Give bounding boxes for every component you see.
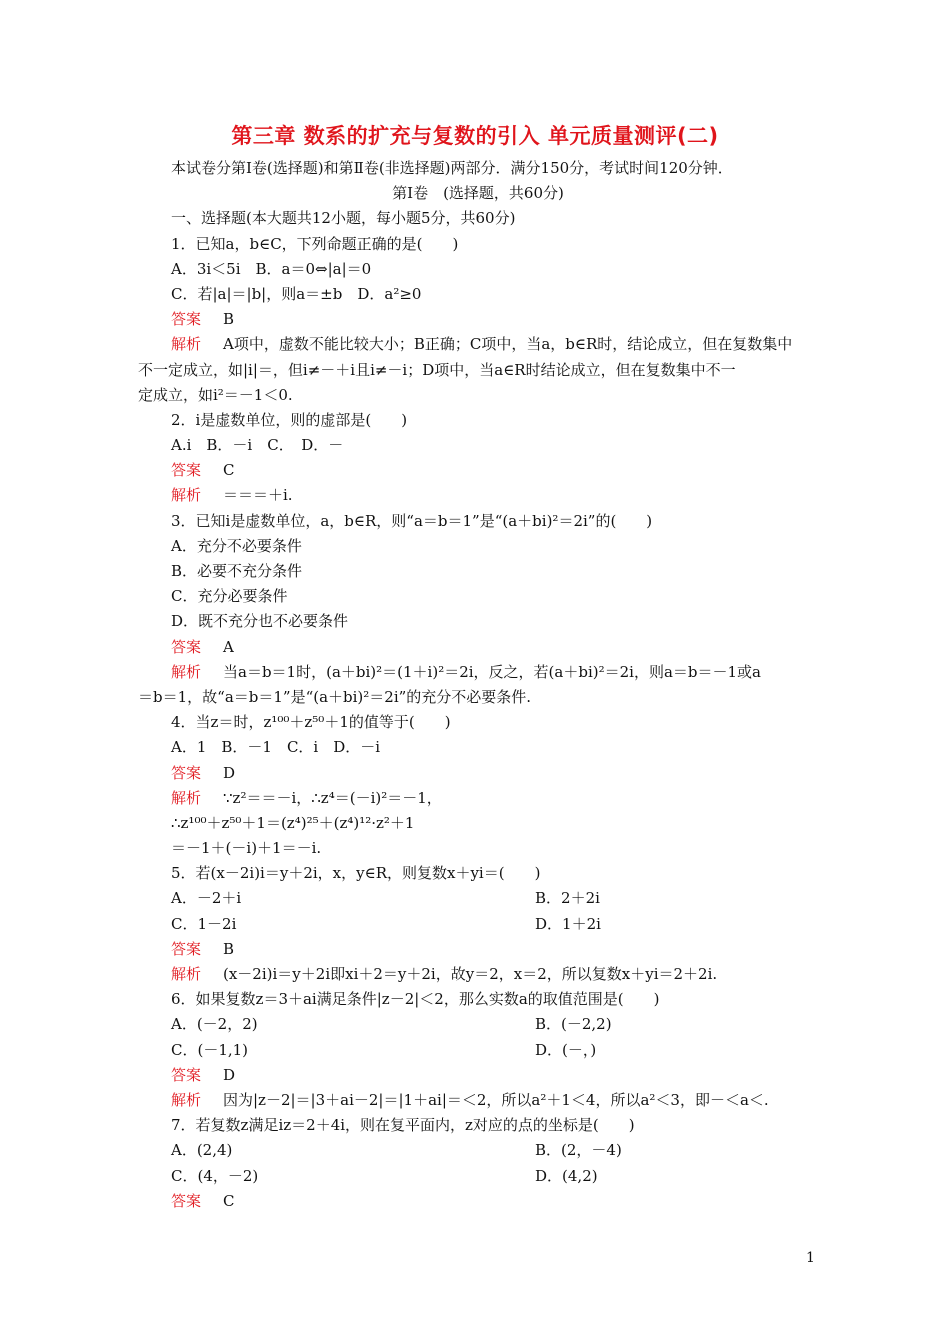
- answer-line: [138, 1063, 818, 1088]
- question-5-stem: 5．若(x－2i)i＝y＋2i，x，y∈R，则复数x＋yi＝( ): [171, 864, 541, 883]
- question-1-options: C．若|a|＝|b|，则a＝±b D．a²≥0: [171, 284, 422, 303]
- question-5-option-d: D．1＋2i: [535, 914, 601, 933]
- question-1-stem: 1．已知a，b∈C，下列命题正确的是( ): [171, 234, 459, 253]
- analysis-text: ＝b＝1，故“a＝b＝1”是“(a＋bi)²＝2i”的充分不必要条件.: [138, 687, 532, 706]
- analysis-line: [138, 660, 818, 685]
- question-2-options: A.i B．－i C． D．－: [171, 436, 344, 455]
- analysis-text: (x－2i)i＝y＋2i即xi＋2＝y＋2i，故y＝2，x＝2，所以复数x＋yi＝2＋2i.: [223, 965, 718, 983]
- answer-line: [138, 1189, 818, 1214]
- analysis-line: [138, 332, 818, 357]
- analysis-label: 解析: [171, 965, 202, 983]
- answer-label: 答案: [171, 310, 202, 329]
- answer-value: C: [223, 461, 235, 480]
- answer-label: 答案: [171, 763, 202, 782]
- answer-line: [138, 635, 818, 660]
- analysis-text: A项中，虚数不能比较大小；B正确；C项中，当a，b∈R时，结论成立，但在复数集中: [223, 335, 793, 354]
- answer-value: A: [223, 637, 234, 656]
- question-7-option-c: C．(4，－2): [171, 1166, 259, 1185]
- question-6-stem: 6．如果复数z＝3＋ai满足条件|z－2|＜2，那么实数a的取值范围是( ): [171, 990, 660, 1009]
- analysis-text: ∴z¹⁰⁰＋z⁵⁰＋1＝(z⁴)²⁵＋(z⁴)¹²·z²＋1: [171, 813, 415, 832]
- question-3-option-d: D．既不充分也不必要条件: [171, 612, 349, 631]
- analysis-label: 解析: [171, 486, 202, 505]
- analysis-line: [138, 1088, 818, 1113]
- question-6-option-d: D．(－，): [535, 1040, 597, 1059]
- question-3-option-a: A．充分不必要条件: [171, 536, 302, 555]
- answer-line: [138, 761, 818, 786]
- answer-label: 答案: [171, 1065, 202, 1084]
- analysis-text: ＝＝＝＋i.: [223, 486, 293, 505]
- answer-value: B: [223, 939, 235, 958]
- answer-line: [138, 307, 818, 332]
- answer-value: D: [223, 763, 236, 782]
- question-7-options-row: [138, 1164, 818, 1189]
- question-5-options-row: [138, 912, 818, 937]
- question-3-option-c: C．充分必要条件: [171, 587, 288, 606]
- question-6-option-b: B．(－2,2): [535, 1015, 612, 1034]
- analysis-label: 解析: [171, 788, 202, 807]
- question-5-option-a: A．－2＋i: [171, 889, 242, 908]
- analysis-label: 解析: [171, 335, 202, 354]
- answer-value: B: [223, 310, 235, 329]
- page-number: 1: [806, 1250, 815, 1266]
- analysis-text: 定成立，如i²＝－1＜0.: [138, 385, 293, 404]
- question-5-option-c: C．1－2i: [171, 914, 237, 933]
- answer-value: D: [223, 1065, 236, 1084]
- question-3-stem: 3．已知i是虚数单位，a，b∈R，则“a＝b＝1”是“(a＋bi)²＝2i”的( ): [171, 511, 653, 530]
- answer-label: 答案: [171, 637, 202, 656]
- answer-label: 答案: [171, 1191, 202, 1210]
- answer-line: [138, 458, 818, 483]
- analysis-label: 解析: [171, 662, 202, 681]
- analysis-text: 因为|z－2|＝|3＋ai－2|＝|1＋ai|＝＜2，所以a²＋1＜4，所以a²＜3，即－＜a＜.: [223, 1090, 769, 1109]
- question-7-options-row: [138, 1138, 818, 1163]
- question-5-option-b: B．2＋2i: [535, 889, 600, 908]
- analysis-text: ∵z²＝＝－i，∴z⁴＝(－i)²＝－1，: [223, 788, 442, 807]
- question-3-option-b: B．必要不充分条件: [171, 562, 303, 580]
- analysis-label: 解析: [171, 1090, 202, 1109]
- part-heading: 第Ⅰ卷 (选择题，共60分): [392, 184, 564, 203]
- question-7-option-a: A．(2,4): [171, 1141, 233, 1160]
- answer-label: 答案: [171, 461, 202, 480]
- question-5-options-row: [138, 886, 818, 911]
- analysis-line: [138, 483, 818, 508]
- analysis-text: ＝－1＋(－i)＋1＝－i.: [171, 839, 322, 858]
- section-heading: 一、选择题(本大题共12小题，每小题5分，共60分): [171, 209, 516, 228]
- question-7-stem: 7．若复数z满足iz＝2＋4i，则在复平面内，z对应的点的坐标是( ): [171, 1116, 635, 1135]
- question-6-options-row: [138, 1012, 818, 1037]
- answer-value: C: [223, 1191, 235, 1210]
- page-title: 第三章 数系的扩充与复数的引入 单元质量测评(二): [231, 124, 719, 148]
- document-body: [138, 156, 818, 1214]
- analysis-text: 当a＝b＝1时，(a＋bi)²＝(1＋i)²＝2i，反之，若(a＋bi)²＝2i，则a＝b＝－1或a: [223, 662, 761, 681]
- answer-label: 答案: [171, 939, 202, 958]
- intro-text: 本试卷分第Ⅰ卷(选择题)和第Ⅱ卷(非选择题)两部分．满分150分，考试时间120分钟．: [171, 159, 733, 177]
- question-7-option-d: D．(4,2): [535, 1166, 598, 1185]
- analysis-text: 不一定成立，如|i|＝，但i≠－＋i且i≠－i；D项中，当a∈R时结论成立，但在复数集中不一: [138, 360, 736, 379]
- question-7-option-b: B．(2，－4): [535, 1141, 622, 1160]
- question-6-option-a: A．(－2，2): [171, 1015, 258, 1034]
- question-6-options-row: [138, 1038, 818, 1063]
- question-6-option-c: C．(－1,1): [171, 1040, 249, 1059]
- analysis-line: [138, 962, 818, 987]
- question-2-stem: 2．i是虚数单位，则的虚部是( ): [171, 410, 408, 429]
- question-4-options: A．1 B．－1 C．i D．－i: [171, 738, 381, 757]
- analysis-line: [138, 786, 818, 811]
- question-1-options: A．3i＜5i B．a＝0⇔|a|＝0: [171, 259, 372, 278]
- question-4-stem: 4．当z＝时，z¹⁰⁰＋z⁵⁰＋1的值等于( ): [171, 713, 451, 732]
- answer-line: [138, 937, 818, 962]
